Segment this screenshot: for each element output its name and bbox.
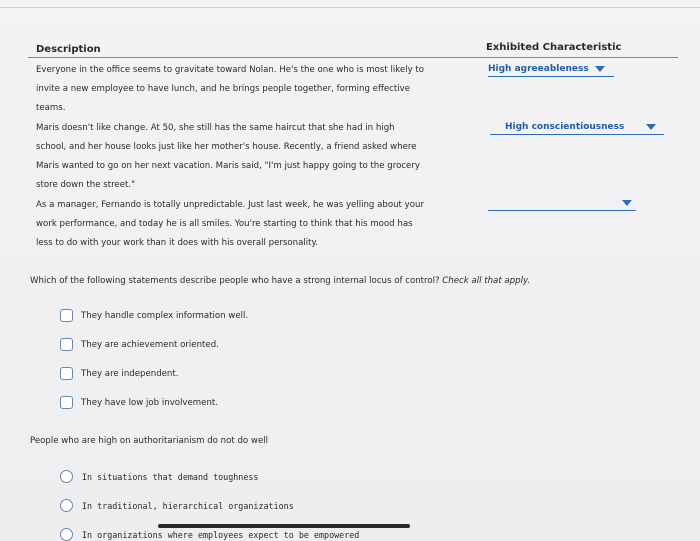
row-1-line-3: teams. bbox=[36, 103, 66, 113]
chevron-down-icon bbox=[595, 66, 605, 72]
radio-option-3[interactable] bbox=[60, 528, 359, 541]
checkbox-option-label: They are achievement oriented. bbox=[81, 339, 219, 350]
row-1-line-1: Everyone in the office seems to gravitate toward Nolan. He's the one who is most likely to bbox=[36, 65, 425, 75]
question-1-prompt bbox=[30, 276, 530, 286]
select-2-value: High conscientiousness bbox=[505, 122, 625, 132]
radio-option-1[interactable] bbox=[60, 470, 258, 483]
checkbox-option-2[interactable] bbox=[60, 338, 219, 351]
row-description-3 bbox=[36, 196, 476, 253]
radio-button[interactable] bbox=[60, 470, 73, 483]
characteristic-select-2[interactable] bbox=[490, 120, 664, 135]
row-2-line-4: store down the street." bbox=[36, 180, 136, 190]
checkbox-option-4[interactable] bbox=[60, 396, 218, 409]
checkbox-option-label: They have low job involvement. bbox=[81, 397, 219, 408]
checkbox[interactable] bbox=[60, 367, 73, 380]
question-1-text: Which of the following statements describe people who have a strong internal locus of control? bbox=[30, 276, 440, 286]
checkbox-option-label: They are independent. bbox=[81, 368, 179, 379]
characteristic-header: Exhibited Characteristic bbox=[486, 42, 622, 53]
radio-option-label: In traditional, hierarchical organizations bbox=[82, 500, 294, 511]
description-header: Description bbox=[36, 44, 101, 55]
row-description-1 bbox=[36, 61, 476, 118]
characteristic-select-1[interactable] bbox=[488, 62, 614, 77]
row-2-line-3: Maris wanted to go on her next vacation. Maris said, "I'm just happy going to the grocery bbox=[36, 161, 420, 171]
radio-option-2[interactable] bbox=[60, 499, 294, 512]
question-1-instruction: Check all that apply. bbox=[442, 276, 531, 286]
question-2-prompt: People who are high on authoritarianism do not do well bbox=[30, 436, 269, 446]
checkbox-option-1[interactable] bbox=[60, 309, 248, 322]
row-3-line-1: As a manager, Fernando is totally unpredictable. Just last week, he was yelling about your bbox=[36, 200, 424, 210]
checkbox[interactable] bbox=[60, 396, 73, 409]
checkbox[interactable] bbox=[60, 338, 73, 351]
checkbox[interactable] bbox=[60, 309, 73, 322]
chevron-down-icon bbox=[622, 200, 632, 206]
radio-button[interactable] bbox=[60, 499, 73, 512]
row-description-2 bbox=[36, 119, 476, 195]
checkbox-option-3[interactable] bbox=[60, 367, 179, 380]
radio-option-label: In organizations where employees expect to be empowered bbox=[82, 529, 360, 540]
row-2-line-1: Maris doesn't like change. At 50, she still has the same haircut that she had in high bbox=[36, 123, 395, 133]
header-divider bbox=[28, 57, 678, 58]
radio-button[interactable] bbox=[60, 528, 73, 541]
top-divider bbox=[0, 7, 700, 8]
row-3-line-3: less to do with your work than it does with his overall personality. bbox=[36, 238, 319, 248]
scroll-overlay-bar bbox=[158, 524, 410, 528]
radio-option-label: In situations that demand toughness bbox=[82, 471, 259, 482]
characteristic-select-3[interactable] bbox=[488, 196, 636, 211]
row-2-line-2: school, and her house looks just like her mother's house. Recently, a friend asked where bbox=[36, 142, 417, 152]
checkbox-option-label: They handle complex information well. bbox=[81, 310, 249, 321]
row-3-line-2: work performance, and today he is all smiles. You're starting to think that his mood has bbox=[36, 219, 413, 229]
row-1-line-2: invite a new employee to have lunch, and he brings people together, forming effective bbox=[36, 84, 411, 94]
chevron-down-icon bbox=[646, 124, 656, 130]
select-1-value: High agreeableness bbox=[488, 64, 589, 74]
